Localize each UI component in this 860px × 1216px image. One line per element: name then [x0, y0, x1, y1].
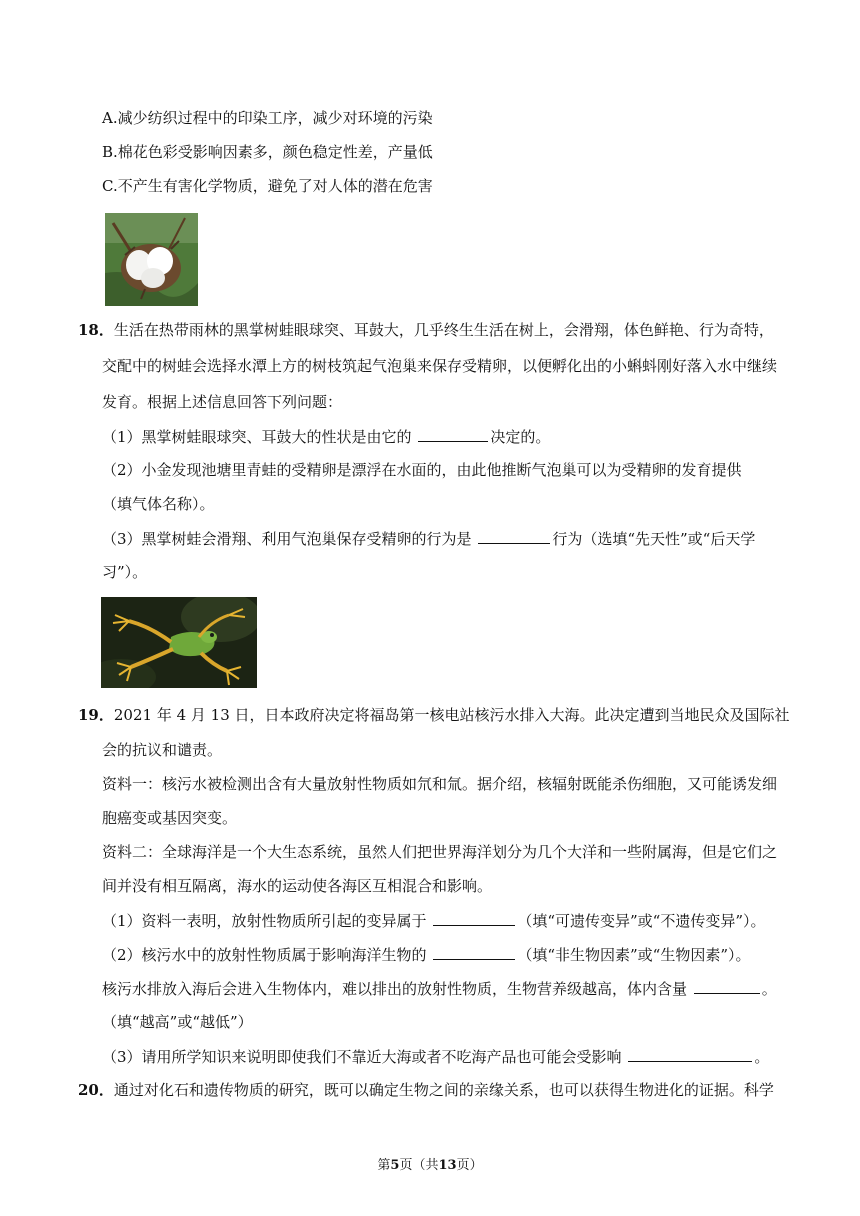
q18-sub3	[102, 528, 755, 549]
q18-sub3-tail: 行为（选填“先天性”或“后天学	[552, 530, 756, 548]
q18-sub3-line-2: 习”）。	[102, 563, 148, 581]
q19-sub2b	[102, 978, 777, 999]
answer-blank[interactable]	[418, 426, 488, 442]
q19-material1-line-2: 胞癌变或基因突变。	[102, 809, 238, 827]
q19-sub2-tail: （填“非生物因素”或“生物因素”）。	[517, 946, 751, 964]
q18-sub1-tail: 决定的。	[490, 428, 551, 446]
answer-blank[interactable]	[433, 944, 515, 960]
page-total: 13	[438, 1158, 457, 1173]
option-a: A.减少纺织过程中的印染工序，减少对环境的污染	[102, 109, 433, 127]
answer-blank[interactable]	[433, 910, 515, 926]
q18-stem-line-1	[78, 320, 774, 340]
q18-stem-text: 生活在热带雨林的黑掌树蛙眼球突、耳鼓大，几乎终生生活在树上，会滑翔，体色鲜艳、行为奇特，	[113, 321, 774, 339]
page-footer	[0, 1157, 860, 1175]
q19-number: 19．	[78, 706, 114, 724]
q19-stem-line-2: 会的抗议和谴责。	[102, 741, 223, 759]
q19-sub2b-line-2: （填“越高”或“越低”）	[102, 1013, 253, 1031]
q19-material1-line-1: 资料一：核污水被检测出含有大量放射性物质如氘和氚。据介绍，核辐射既能杀伤细胞，又可能诱发细	[102, 775, 778, 793]
q19-sub1-text: （1）资料一表明，放射性物质所引起的变异属于	[102, 912, 432, 930]
q20-number: 20．	[78, 1081, 114, 1099]
footer-prefix: 第	[377, 1158, 391, 1173]
q19-sub3-tail: 。	[754, 1048, 770, 1066]
answer-blank[interactable]	[628, 1046, 752, 1062]
footer-suffix: 页）	[456, 1158, 483, 1173]
q20-stem-text: 通过对化石和遗传物质的研究，既可以确定生物之间的亲缘关系，也可以获得生物进化的证据。科学	[113, 1081, 774, 1099]
q18-sub1	[102, 426, 550, 447]
q19-stem-line-1	[78, 705, 790, 725]
q18-stem-line-2: 交配中的树蛙会选择水潭上方的树枝筑起气泡巢来保存受精卵，以便孵化出的小蝌蚪刚好落入水中继续	[102, 357, 778, 375]
q18-sub2-line-1: （2）小金发现池塘里青蛙的受精卵是漂浮在水面的，由此他推断气泡巢可以为受精卵的发育提供	[102, 461, 742, 479]
q19-sub1	[102, 910, 766, 931]
q19-sub1-tail: （填“可遗传变异”或“不遗传变异”）。	[517, 912, 766, 930]
answer-blank[interactable]	[478, 528, 550, 544]
q19-material2-line-1: 资料二：全球海洋是一个大生态系统，虽然人们把世界海洋划分为几个大洋和一些附属海，但是它们之	[102, 843, 778, 861]
option-c: C.不产生有害化学物质，避免了对人体的潜在危害	[102, 177, 433, 195]
q18-number: 18．	[78, 321, 114, 339]
q18-sub3-text: （3）黑掌树蛙会滑翔、利用气泡巢保存受精卵的行为是	[102, 530, 477, 548]
q19-sub2b-tail: 。	[761, 980, 777, 998]
q19-stem-text: 2021 年 4 月 13 日，日本政府决定将福岛第一核电站核污水排入大海。此决定遭到当地民众及国际社	[113, 706, 790, 724]
cotton-image	[105, 213, 198, 306]
footer-middle: 页（共	[399, 1158, 439, 1173]
q19-material2-line-2: 间并没有相互隔离，海水的运动使各海区互相混合和影响。	[102, 877, 493, 895]
q18-stem-line-3: 发育。根据上述信息回答下列问题：	[102, 393, 343, 411]
q19-sub2b-text: 核污水排放入海后会进入生物体内，难以排出的放射性物质，生物营养级越高，体内含量	[102, 980, 692, 998]
option-b: B.棉花色彩受影响因素多，颜色稳定性差，产量低	[102, 143, 433, 161]
q19-sub3	[102, 1046, 769, 1067]
frog-image	[101, 597, 257, 688]
q19-sub3-text: （3）请用所学知识来说明即使我们不靠近大海或者不吃海产品也可能会受影响	[102, 1048, 627, 1066]
q19-sub2-text: （2）核污水中的放射性物质属于影响海洋生物的	[102, 946, 432, 964]
answer-blank[interactable]	[694, 978, 760, 994]
q19-sub2	[102, 944, 751, 965]
q20-stem-line-1	[78, 1080, 774, 1100]
q18-sub1-text: （1）黑掌树蛙眼球突、耳鼓大的性状是由它的	[102, 428, 417, 446]
page-number: 5	[390, 1158, 400, 1173]
q18-sub2-line-2: （填气体名称）。	[102, 495, 215, 513]
